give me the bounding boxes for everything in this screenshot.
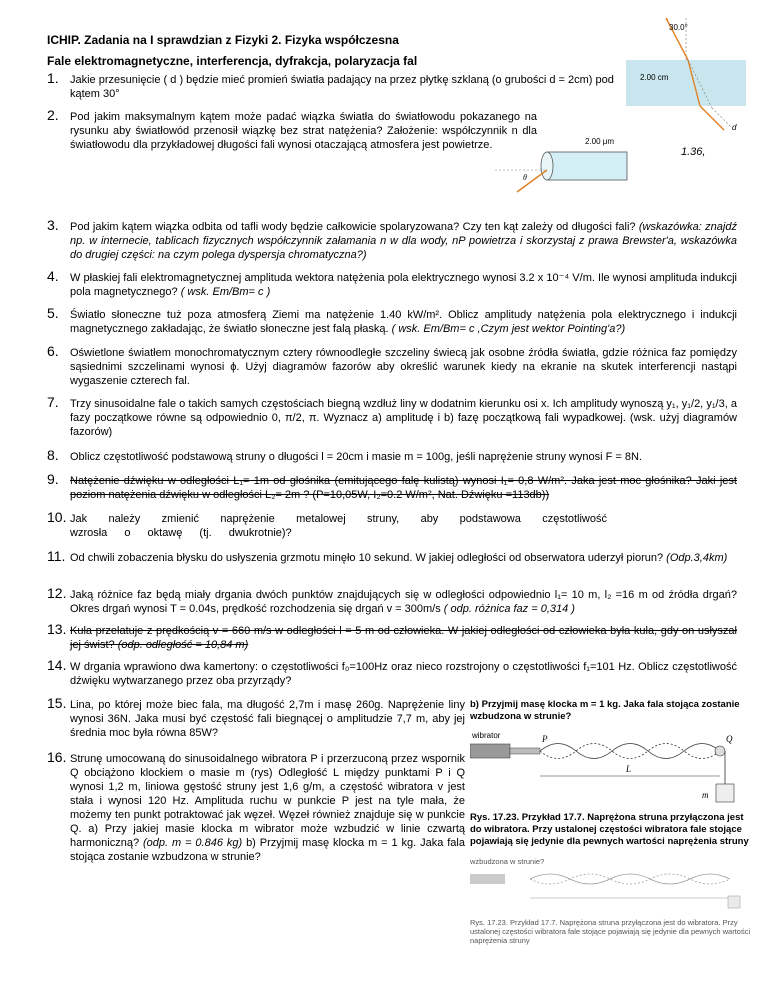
question-11: 11. Od chwili zobaczenia błysku do usłyszenia grzmotu minęło 10 sekund. W jakiej odległości od obserwatora uderzył piorun? (Odp.3,4km) (47, 548, 728, 564)
vibrator-arm (510, 748, 540, 754)
question-7: 7. Trzy sinusoidalne fale o takich samych częstościach biegną wzdłuż liny w dodatnim kierunku osi x. Ich amplitudy wynoszą y₁, y₁/2, y₁/3, a fazy początkowe równe są odpowiednio 0, π/2, π. Wyznacz a) amplitudę i b) fazę początkową fali wypadkowej. (wsk. użyj diagramów fazorów) (47, 394, 737, 438)
faint-wave-figure (470, 866, 755, 916)
question-6: 6. Oświetlone światłem monochromatycznym cztery równoodległe szczeliny świecą jak osobne źródła światła, gdzie różnica faz pomiędzy sąsiednimi szczelinami wynosi ϕ. Użyj diagramów fazorów aby określić warunek kiedy na ekranie na skutek interferencji nastąpi wygaszenie czterech fal. (47, 343, 737, 387)
fiber-end (541, 152, 553, 180)
incoming-ray (517, 170, 547, 192)
thickness-label: 2.00 cm (640, 73, 669, 82)
wibrator-label: wibrator (472, 731, 501, 740)
question-9: 9. Natężenie dźwięku w odległości L₁= 1m od głośnika (emitującego falę kulistą) wynosi I₁= 0,8 W/m². Jaka jest moc głośnika? Jaki jest poziom natężenia dźwięku w odległości L₂= 2m ? (P=10,05W, I₂=0.2 W/m², Nat. Dźwięku =113db)) (47, 471, 737, 501)
n-value: 1.36, (681, 146, 706, 158)
faint-caption: Rys. 17.23. Przykład 17.7. Naprężona struna przyłączona jest do wibratora. Przy ustalonej częstości wibratora fale stojące pojawiają się jedynie dla pewnych wartości naprężenia struny (470, 918, 751, 945)
l-label: L (626, 764, 632, 774)
shift-line (712, 108, 732, 128)
theta-label: θ (523, 173, 527, 182)
question-13: 13. Kula przelatuje z prędkością v = 660 m/s w odległości l = 5 m od człowieka. W jakiej odległości od człowieka była kula, gdy on usłyszał jej świst? (odp. odległość = 10,84 m) (47, 621, 737, 651)
q-label: Q (726, 734, 733, 744)
fiber-body (547, 152, 627, 180)
angle-label: 30.0° (669, 23, 688, 32)
question-8: 8. Oblicz częstotliwość podstawową struny o długości l = 20cm i masie m = 100g, jeśli naprężenie struny wynosi F = 8N. (47, 447, 642, 463)
question-2: 2. Pod jakim maksymalnym kątem może padać wiązka światła do światłowodu pokazanego na rysunku aby światłowód przenosił wiązkę bez strat natężenia? Założenie: współczynnik n dla światłowodu dla przykładowej długości fali wynosi otaczającą atmosfera jest powietrze. (47, 107, 537, 151)
question-1: 1. Jakie przesunięcie ( d ) będzie mieć promień światła padający na przez płytkę szklaną (o grubości d = 2cm) pod kątem 30° (47, 70, 614, 100)
standing-wave-figure (470, 728, 755, 808)
wave-caption: Rys. 17.23. Przykład 17.7. Naprężona struna przyłączona jest do wibratora. Przy ustalonej częstości wibratora fale stojące pojawiają się jedynie dla pewnych wartości naprężenia struny (470, 812, 749, 847)
page-subtitle: Fale elektromagnetyczne, interferencja, dyfrakcja, polaryzacja fal (47, 54, 418, 68)
question-5: 5. Światło słoneczne tuż poza atmosferą Ziemi ma natężenie 1.40 kW/m². Oblicz amplitudy natężenia pola elektrycznego i indukcji magnetycznego zakładając, że światło słoneczne jest falą płaską. ( wsk. Em/Bm= c ,Czym jest wektor Pointing'a?) (47, 305, 737, 335)
question-10: 10. Jak należy zmienić naprężenie metalowej struny, aby podstawowa częstotliwość wzrosła o oktawę (tj. dwukrotnie)? (47, 509, 607, 539)
wave-question-b: b) Przyjmij masę klocka m = 1 kg. Jaka fala stojąca zostanie wzbudzona w strunie? (470, 699, 740, 722)
faint-question-b: wzbudzona w strunie? (470, 857, 545, 866)
pulley (715, 746, 725, 756)
glass-plate (626, 60, 746, 106)
question-15: 15. Lina, po której może biec fala, ma długość 2,7m i masę 260g. Naprężenie liny wynosi 36N. Jaka musi być częstość fali biegnącej o amplitudzie 7,7 m, aby jej średnia moc była równa 85W? (47, 695, 465, 739)
question-4: 4. W płaskiej fali elektromagnetycznej amplituda wektora natężenia pola elektrycznego wynosi 3.2 x 10⁻⁴ V/m. Ile wynosi amplituda indukcji pola magnetycznego? ( wsk. Em/Bm= c ) (47, 268, 737, 298)
p-label: P (542, 734, 548, 744)
faint-mass (728, 896, 740, 908)
question-16: 16. Strunę umocowaną do sinusoidalnego wibratora P i przerzuconą przez wspornik Q obciążono klockiem o masie m (rys) Odległość L między punktami P i Q wynosi 1,2 m, liniowa gęstość struny jest 1,6 g/m, a częstość wibratora v jest stała i wynosi 120 Hz. Amplituda ruchu w punkcie P jest na tyle mała, że możemy ten punkt potraktować jak węzeł. Węzeł również znajduje się w punkcie Q. a) Przy jakiej masie klocka m wibrator może wzbudzić w linie czwartą harmoniczną? (odp. m = 0.846 kg) b) Przyjmij masę klocka m = 1 kg. Jaka fala stojąca zostanie wzbudzona w strunie? (47, 749, 465, 863)
mass-block (716, 784, 734, 802)
faint-vibrator (470, 874, 505, 884)
question-14: 14. W drgania wprawiono dwa kamertony: o częstotliwości f₀=100Hz oraz nieco rozstrojony o częstotliwości f₁=101 Hz. Oblicz częstotliwość dźwięku wytwarzanego przez oba przyrządy? (47, 657, 737, 687)
page-title: ICHIP. Zadania na I sprawdzian z Fizyki 2. Fizyka współczesna (47, 33, 399, 47)
emergent-ray (700, 106, 724, 130)
vibrator-body (470, 744, 510, 758)
m-label: m (702, 790, 709, 800)
d-label: d (732, 123, 737, 132)
question-3: 3. Pod jakim kątem wiązka odbita od tafli wody będzie całkowicie spolaryzowana? Czy ten kąt zależy od długości fali? (wskazówka: znajdź np. w internecie, tablicach fizycznych współczynnik załamania n w dla wody, nP powietrza i skorzystaj z prawa Brewster'a, wskazówka do drugiej części: na czym polega dyspersja chromatyczna?) (47, 217, 737, 261)
question-12: 12. Jaką różnice faz będą miały drgania dwóch punktów znajdujących się w odległości odpowiednio l₁= 10 m, l₂ =16 m od źródła drgań? Okres drgań wynosi T = 0.04s, prędkość rozchodzenia się drgań v = 300m/s ( odp. różnica faz = 0,314 ) (47, 585, 737, 615)
glass-plate-figure (626, 18, 746, 133)
diameter-label: 2.00 μm (585, 137, 615, 146)
